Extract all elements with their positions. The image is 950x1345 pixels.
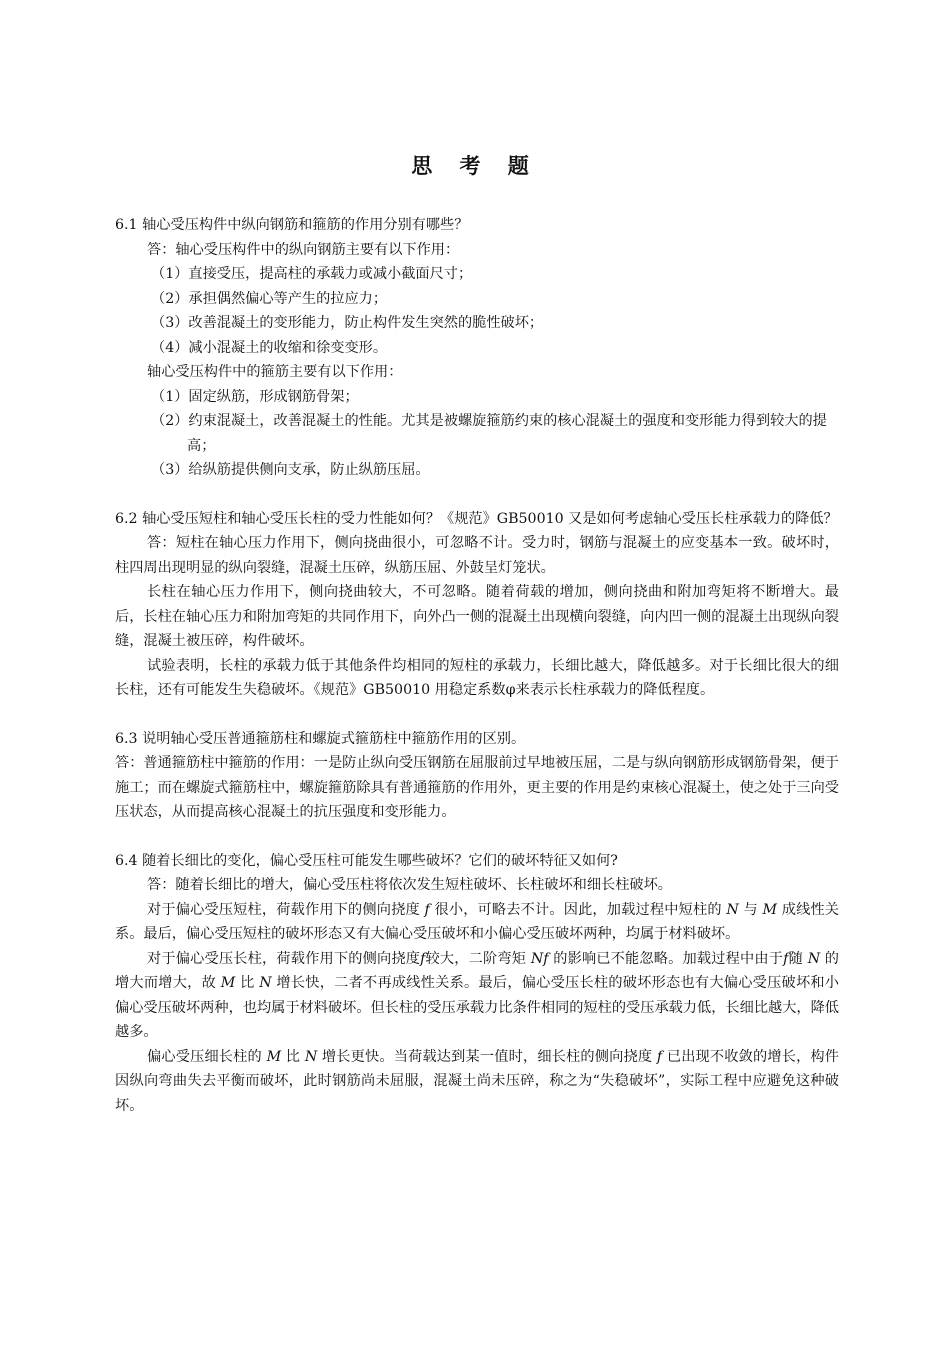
text-run: 随 [788, 950, 808, 967]
text-run: 对于偏心受压短柱，荷载作用下的侧向挠度 [147, 901, 425, 918]
text-run: 的增大而增大，故 [115, 950, 839, 991]
list-item: （4）减小混凝土的收缩和徐变变形。 [151, 339, 388, 356]
text-run: 比 [235, 975, 260, 991]
symbol-nf: Nf [530, 950, 549, 967]
list-item: （2）约束混凝土，改善混凝土的性能。尤其是被螺旋箍筋约束的核心混凝土的强度和变形能力得到较大的提高； [151, 413, 827, 454]
text-run: 增长快，二者不再成线性关系。最后，偏心受压长柱的破坏形态也有大偏心受压破坏和小偏心受压破坏两种，也均属于材料破坏。但长柱的受压承载力比条件相同的短柱的受压承载力低，长细比越大，降低越多。 [115, 975, 839, 1040]
text-run: 偏心受压细长柱的 [147, 1048, 267, 1065]
question-heading: 6.2 轴心受压短柱和轴心受压长柱的受力性能如何？《规范》GB50010 又是如何考虑轴心受压长柱承载力的降低？ [115, 510, 838, 527]
answer-paragraph [115, 947, 839, 1045]
symbol-n: N [726, 901, 739, 918]
question-6-4 [115, 849, 839, 1119]
symbol-f: f [424, 901, 430, 918]
list-item: （3）改善混凝土的变形能力，防止构件发生突然的脆性破坏； [151, 315, 544, 331]
answer-paragraph: 答：普通箍筋柱中箍筋的作用：一是防止纵向受压钢筋在屈服前过早地被压屈，二是与纵向钢筋形成钢筋骨架，便于施工；而在螺旋式箍筋柱中，螺旋箍筋除具有普通箍筋的作用外，更主要的作用是约束核心混凝土，使之处于三向受压状态，从而提高核心混凝土的抗压强度和变形能力。 [115, 755, 839, 820]
symbol-n: N [807, 950, 821, 967]
symbol-m: M [220, 975, 236, 991]
text-run: 较大，二阶弯矩 [425, 950, 531, 967]
list-item: （1）直接受压，提高柱的承载力或减小截面尺寸； [151, 266, 473, 282]
answer-paragraph [115, 1045, 839, 1119]
symbol-f: f [656, 1048, 663, 1065]
document-body [115, 213, 839, 1118]
list-item: （1）固定纵筋，形成钢筋骨架； [151, 388, 359, 405]
answer-paragraph: 长柱在轴心压力作用下，侧向挠曲较大，不可忽略。随着荷载的增加，侧向挠曲和附加弯矩将不断增大。最后，长柱在轴心压力和附加弯矩的共同作用下，向外凸一侧的混凝土出现横向裂缝，向内凹一侧的混凝土出现纵向裂缝，混凝土被压碎，构件破坏。 [115, 584, 839, 649]
symbol-m: M [266, 1048, 282, 1065]
question-heading: 6.1 轴心受压构件中纵向钢筋和箍筋的作用分别有哪些？ [115, 217, 469, 233]
question-6-2 [115, 507, 839, 703]
list-item: （2）承担偶然偏心等产生的拉应力； [151, 290, 388, 307]
text-run: 比 [281, 1048, 305, 1065]
answer-paragraph: 试验表明，长柱的承载力低于其他条件均相同的短柱的承载力，长细比越大，降低越多。对于长细比很大的细长柱，还有可能发生失稳破坏。《规范》GB50010 用稳定系数φ来表示长柱承载力的降低程度。 [115, 657, 839, 698]
text-run: 成线性关系。最后，偏心受压短柱的破坏形态又有大偏心受压破坏和小偏心受压破坏两种，均属于材料破坏。 [115, 901, 839, 942]
answer-paragraph [115, 898, 839, 947]
question-6-3 [115, 727, 839, 825]
text-run: 与 [738, 901, 763, 918]
symbol-n: N [259, 975, 272, 991]
question-6-1 [115, 213, 839, 483]
text-run: 很小，可略去不计。因此，加载过程中短柱的 [429, 901, 727, 918]
text-run: 增长更快。当荷载达到某一值时，细长柱的侧向挠度 [317, 1048, 657, 1065]
stirrup-intro: 轴心受压构件中的箍筋主要有以下作用： [147, 364, 403, 380]
page-title: 思 考 题 [411, 154, 539, 178]
symbol-n: N [304, 1048, 318, 1065]
question-heading: 6.3 说明轴心受压普通箍筋柱和螺旋式箍筋柱中箍筋作用的区别。 [115, 730, 526, 747]
answer-paragraph: 答：随着长细比的增大，偏心受压柱将依次发生短柱破坏、长柱破坏和细长柱破坏。 [147, 877, 672, 893]
question-heading: 6.4 随着长细比的变化，偏心受压柱可能发生哪些破坏？它们的破坏特征又如何? [115, 852, 618, 869]
answer-intro: 答：轴心受压构件中的纵向钢筋主要有以下作用： [147, 241, 460, 258]
text-run: 的影响已不能忽略。加载过程中由于 [548, 950, 784, 967]
text-run: 对于偏心受压长柱，荷载作用下的侧向挠度 [147, 950, 421, 967]
answer-paragraph: 答：短柱在轴心压力作用下，侧向挠曲很小，可忽略不计。受力时，钢筋与混凝土的应变基本一致。破坏时，柱四周出现明显的纵向裂缝，混凝土压碎，纵筋压屈、外鼓呈灯笼状。 [115, 535, 839, 576]
list-item: （3）给纵筋提供侧向支承，防止纵筋压屈。 [151, 462, 430, 478]
symbol-m: M [762, 901, 778, 918]
symbol-f: f [783, 950, 789, 967]
symbol-f: f [420, 950, 426, 967]
text-run: 已出现不收敛的增长，构件因纵向弯曲失去平衡而破坏，此时钢筋尚未屈服，混凝土尚未压碎，称之为“失稳破坏”，实际工程中应避免这种破坏。 [115, 1048, 839, 1114]
